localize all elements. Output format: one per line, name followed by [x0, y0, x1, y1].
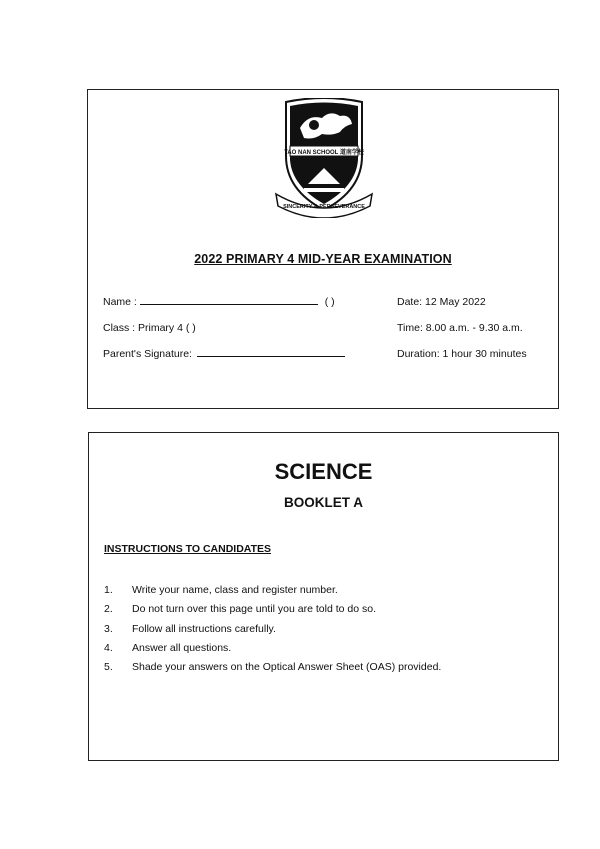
class-label: Class : Primary 4 ( )	[103, 322, 196, 334]
item-number: 1.	[104, 584, 113, 596]
name-field[interactable]	[103, 296, 335, 308]
list-item	[104, 661, 441, 680]
item-text: Do not turn over this page until you are told to do so.	[132, 603, 376, 616]
list-item	[104, 623, 441, 642]
name-blank-line[interactable]	[140, 304, 318, 305]
item-number: 4.	[104, 641, 113, 654]
school-crest-logo	[274, 98, 374, 218]
list-item	[104, 603, 441, 622]
signature-blank-line[interactable]	[197, 356, 345, 357]
item-text: Follow all instructions carefully.	[132, 622, 276, 635]
signature-label: Parent's Signature:	[103, 348, 192, 360]
booklet-cover-box	[88, 432, 559, 761]
list-item	[104, 642, 441, 661]
item-number: 2.	[104, 603, 113, 616]
signature-field[interactable]	[103, 348, 345, 360]
exam-header-box	[87, 89, 559, 409]
subject-title: SCIENCE	[274, 459, 373, 484]
instructions-list	[104, 584, 441, 680]
exam-time: Time: 8.00 a.m. - 9.30 a.m.	[397, 322, 523, 334]
register-number-brackets: ( )	[324, 296, 335, 308]
exam-duration: Duration: 1 hour 30 minutes	[397, 348, 527, 360]
booklet-label: BOOKLET A	[284, 495, 363, 510]
svg-text:SINCERITY & PERSEVERANCE: SINCERITY & PERSEVERANCE	[283, 204, 365, 210]
exam-date: Date: 12 May 2022	[397, 296, 486, 308]
exam-title: 2022 PRIMARY 4 MID-YEAR EXAMINATION	[194, 252, 452, 266]
item-number: 5.	[104, 661, 113, 674]
instructions-heading: INSTRUCTIONS TO CANDIDATES	[104, 543, 272, 555]
item-text: Answer all questions.	[132, 641, 232, 654]
item-text: Write your name, class and register number.	[132, 584, 338, 596]
list-item	[104, 584, 441, 603]
svg-text:TAO NAN SCHOOL 道南学校: TAO NAN SCHOOL 道南学校	[284, 150, 364, 156]
name-label: Name :	[103, 296, 137, 308]
item-text: Shade your answers on the Optical Answer Sheet (OAS) provided.	[132, 661, 442, 674]
item-number: 3.	[104, 622, 113, 635]
